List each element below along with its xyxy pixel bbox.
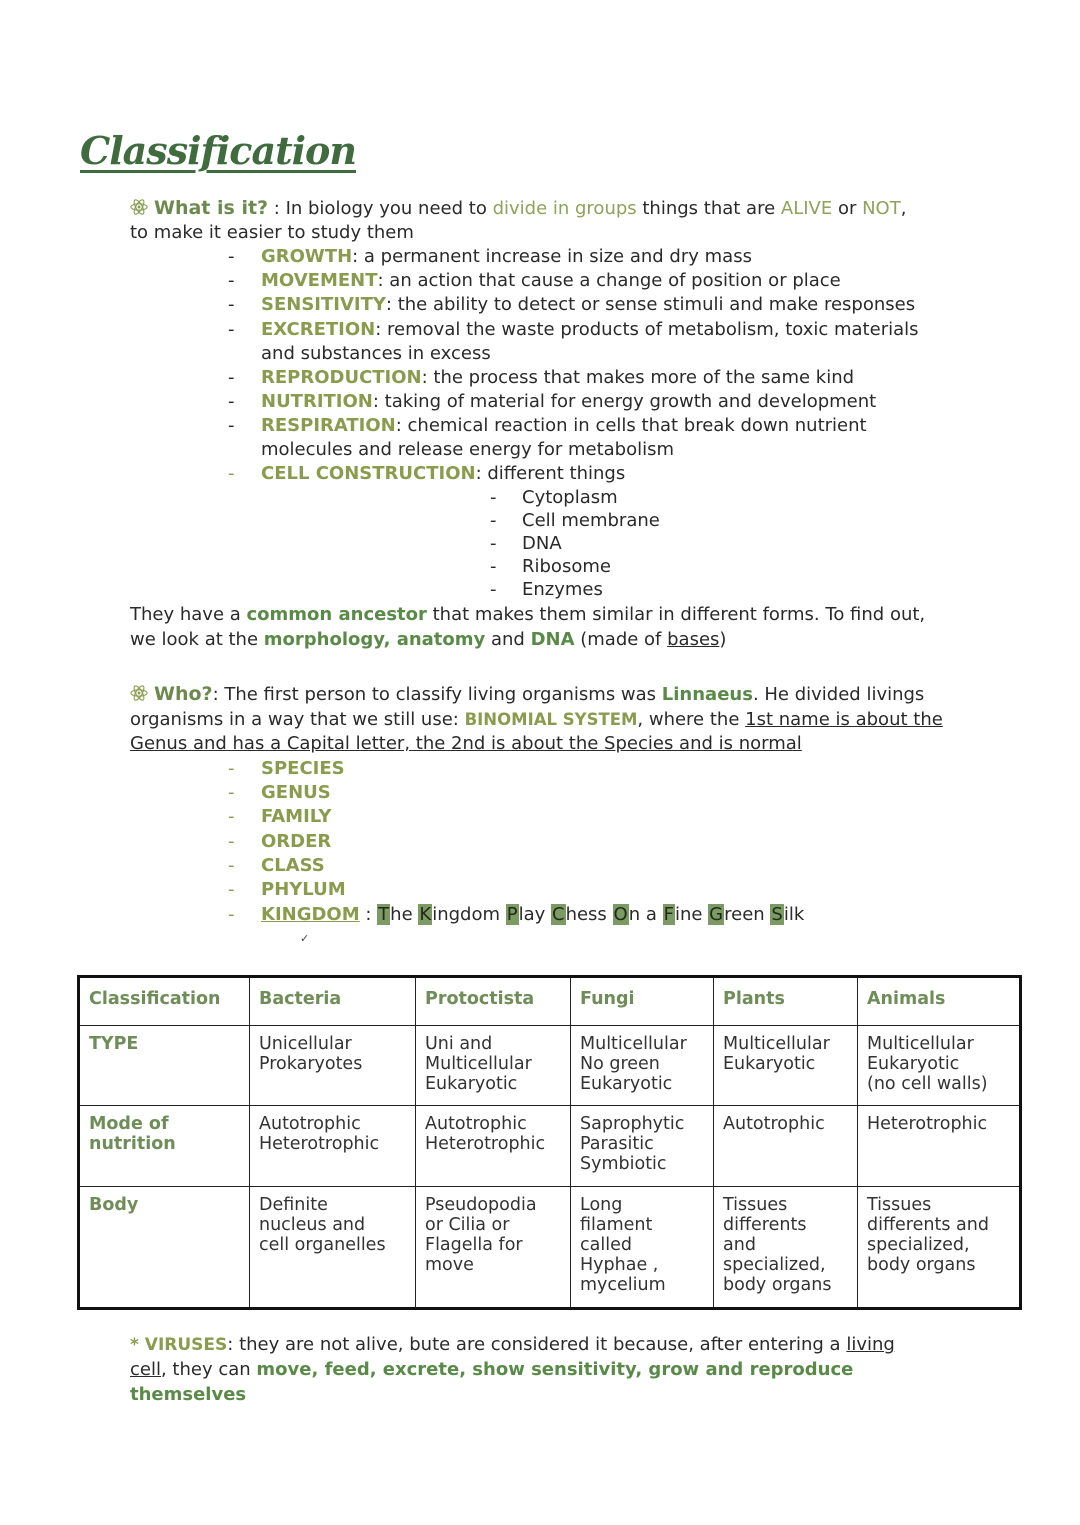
table-cell: Unicellular Prokaryotes [250,1026,416,1106]
page-title: Classification [80,128,357,173]
characteristic-desc: : chemical reaction in cells that break down nutrient [395,415,867,436]
atom-icon [130,684,148,702]
table-row [79,1106,1021,1187]
table-header-cell: Classification [79,977,250,1026]
mnemonic-rest: he [390,904,419,925]
cell-part-label: Cytoplasm [522,487,618,508]
bullet-dash: - [228,806,235,827]
kingdom-label: KINGDOM [261,904,360,925]
characteristic-desc: : removal the waste products of metabolism, toxic materials [375,319,919,340]
table-cell: Long filament called Hyphae , mycelium [571,1187,714,1309]
bullet-dash: - [490,487,497,508]
pen-mark: ✓ [300,932,310,945]
characteristic-desc: : taking of material for energy growth and development [372,391,877,412]
characteristic-text [261,414,867,438]
bullet-dash: - [228,391,235,412]
table-header-cell: Plants [714,977,858,1026]
table-cell: Multicellular Eukaryotic (no cell walls) [858,1026,1021,1106]
cell-part-label: Cell membrane [522,510,660,531]
characteristic-text [261,318,919,342]
table-row-header: Mode of nutrition [79,1106,250,1187]
table-header-cell: Protoctista [416,977,571,1026]
highlight-alive: ALIVE [780,198,833,219]
table-header-cell: Bacteria [250,977,416,1026]
bullet-dash: - [490,510,497,531]
characteristic-desc: : an action that cause a change of position or place [377,270,841,291]
who-intro: Who?: The first person to classify living organisms was Linnaeus. He divided livings [130,682,924,707]
cell-part-item [490,532,562,556]
viruses-line3: themselves [130,1384,247,1405]
mnemonic-letter: F [663,904,674,925]
table-header-cell: Fungi [571,977,714,1026]
table-row [79,1187,1021,1309]
bullet-dash: - [228,270,235,291]
characteristic-text [261,462,625,486]
mnemonic-rest: ine [674,904,709,925]
table-cell: Multicellular Eukaryotic [714,1026,858,1106]
cell-part-item [490,578,603,602]
bullet-dash: - [490,556,497,577]
classification-table [77,975,1022,1310]
who-heading: Who? [154,683,213,705]
who-line3: Genus and has a Capital letter, the 2nd is about the Species and is normal [130,733,802,754]
characteristic-text [261,269,841,293]
mnemonic-rest: hess [565,904,613,925]
linnaeus: Linnaeus [661,684,753,705]
mnemonic-letter: S [771,904,783,925]
cell-part-label: Enzymes [522,579,603,600]
table-cell: Autotrophic Heterotrophic [416,1106,571,1187]
characteristic-term: CELL CONSTRUCTION [261,463,476,484]
characteristic-text [261,342,491,366]
mnemonic-letter: G [709,904,724,925]
table-cell: Heterotrophic [858,1106,1021,1187]
bullet-dash: - [228,855,235,876]
atom-icon [130,198,148,216]
table-row-header: Body [79,1187,250,1309]
viruses-line1: * VIRUSES: they are not alive, bute are considered it because, after entering a living [130,1334,895,1355]
rank-label: FAMILY [261,806,332,827]
characteristic-desc: molecules and release energy for metabolism [261,439,675,460]
table-cell: Tissues differents and specialized, body organs [714,1187,858,1309]
bullet-dash: - [228,879,235,900]
cell-part-item [490,555,611,579]
characteristic-desc: : different things [475,463,626,484]
characteristic-desc: : the process that makes more of the same kind [421,367,855,388]
mnemonic-rest: n a [628,904,663,925]
mnemonic-letter: K [419,904,432,925]
table-cell: Multicellular No green Eukaryotic [571,1026,714,1106]
mnemonic-rest: lay [518,904,551,925]
characteristic-desc: : a permanent increase in size and dry mass [352,246,752,267]
characteristic-term: MOVEMENT [261,270,378,291]
characteristic-term: GROWTH [261,246,353,267]
highlight-not: NOT [862,198,901,219]
bullet-dash: - [228,319,235,340]
bullet-dash: - [490,533,497,554]
table-row-header: TYPE [79,1026,250,1106]
cell-part-item [490,509,660,533]
cell-part-label: Ribosome [522,556,611,577]
table-row [79,1026,1021,1106]
rank-label: ORDER [261,831,332,852]
table-cell: Definite nucleus and cell organelles [250,1187,416,1309]
who-line2: organisms in a way that we still use: BINOMIAL SYSTEM, where the 1st name is about the [130,709,943,730]
characteristic-desc: : the ability to detect or sense stimuli and make responses [385,294,916,315]
bullet-dash: - [228,294,235,315]
highlight-divide: divide in groups [492,198,637,219]
characteristic-desc: and substances in excess [261,343,491,364]
bullet-dash: - [228,463,235,484]
table-cell: Autotrophic Heterotrophic [250,1106,416,1187]
mnemonic-rest: reen [724,904,771,925]
characteristic-text [261,245,752,269]
ancestor-text: They have a common ancestor that makes them similar in different forms. To find out, [130,604,926,625]
characteristic-term: SENSITIVITY [261,294,386,315]
characteristic-term: NUTRITION [261,391,373,412]
table-header-cell: Animals [858,977,1021,1026]
cell-part-item [490,486,618,510]
what-intro-line2: to make it easier to study them [130,222,414,243]
mnemonic-rest: ilk [783,904,805,925]
what-heading: What is it? [154,197,269,219]
bullet-dash: - [228,367,235,388]
characteristic-term: RESPIRATION [261,415,396,436]
mnemonic-letter: C [551,904,565,925]
cell-part-label: DNA [522,533,562,554]
viruses-line2: cell, they can move, feed, excrete, show sensitivity, grow and reproduce [130,1359,854,1380]
characteristic-text [261,293,915,317]
characteristic-term: EXCRETION [261,319,376,340]
bullet-dash: - [490,579,497,600]
table-cell: Tissues differents and specialized, body organs [858,1187,1021,1309]
table-cell: Autotrophic [714,1106,858,1187]
mnemonic-letter: P [506,904,518,925]
rank-label: GENUS [261,782,331,803]
mnemonic-letter: O [613,904,628,925]
rank-label: CLASS [261,855,325,876]
characteristic-term: REPRODUCTION [261,367,422,388]
what-intro: What is it? : In biology you need to divide in groups things that are ALIVE or NOT, [130,196,906,221]
mnemonic-rest: ingdom [432,904,506,925]
table-cell: Uni and Multicellular Eukaryotic [416,1026,571,1106]
bullet-dash: - [228,782,235,803]
look-text: we look at the morphology, anatomy and DNA (made of bases) [130,629,727,650]
mnemonic [377,904,804,925]
characteristic-text [261,438,674,462]
rank-label: PHYLUM [261,879,346,900]
table-header-row [79,977,1021,1026]
table-cell: Saprophytic Parasitic Symbiotic [571,1106,714,1187]
bullet-dash: - [228,831,235,852]
characteristic-text [261,366,854,390]
rank-label: SPECIES [261,758,345,779]
bullet-dash: - [228,758,235,779]
bullet-dash: - [228,415,235,436]
mnemonic-letter: T [378,904,390,925]
table-cell: Pseudopodia or Cilia or Flagella for move [416,1187,571,1309]
characteristic-text [261,390,876,414]
bullet-dash: - [228,246,235,267]
